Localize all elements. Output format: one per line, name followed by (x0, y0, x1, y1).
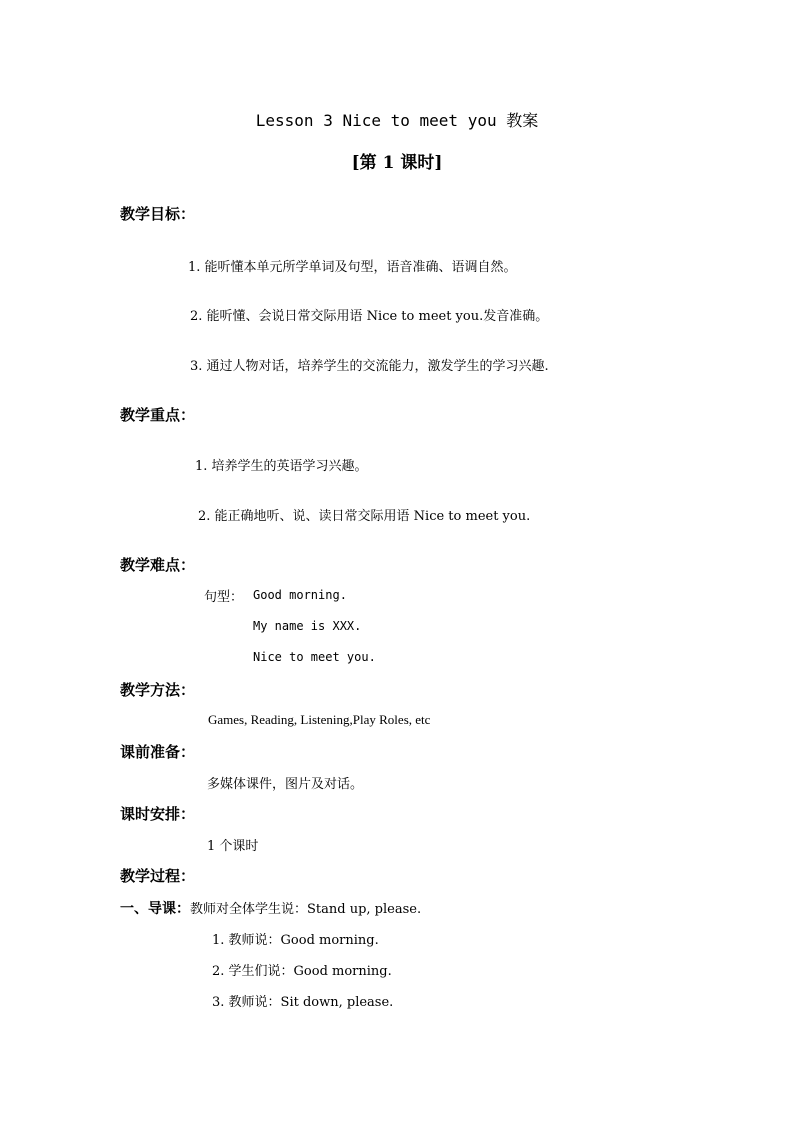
process-step: 2. 学生们说：Good morning. (212, 964, 392, 979)
difficulties-heading: 教学难点： (120, 556, 196, 574)
preparation-heading: 课前准备： (120, 743, 196, 761)
schedule-heading: 课时安排： (120, 805, 196, 823)
schedule-text: 1 个课时 (207, 839, 259, 854)
key-points-heading: 教学重点： (120, 406, 196, 424)
methods-text: Games, Reading, Listening,Play Roles, etc (208, 712, 431, 727)
sentence-pattern: Nice to meet you. (253, 650, 376, 664)
process-step: 1. 教师说：Good morning. (212, 933, 379, 948)
key-point-item: 2. 能正确地听、说、读日常交际用语 Nice to meet you. (198, 509, 531, 524)
process-heading: 教学过程： (120, 867, 196, 885)
key-point-item: 1. 培养学生的英语学习兴趣。 (195, 459, 368, 474)
process-intro-label: 一、导课： (120, 901, 190, 917)
page-title: Lesson 3 Nice to meet you 教案 (255, 111, 539, 130)
objectives-heading: 教学目标： (120, 205, 196, 223)
lesson-period: [第 1 课时] (351, 153, 443, 173)
objective-item: 2. 能听懂、会说日常交际用语 Nice to meet you.发音准确。 (190, 309, 549, 324)
objective-item: 1. 能听懂本单元所学单词及句型，语音准确、语调自然。 (188, 260, 517, 275)
sentence-pattern: My name is XXX. (253, 619, 362, 633)
methods-heading: 教学方法： (120, 681, 196, 699)
process-intro-text: 教师对全体学生说：Stand up, please. (190, 902, 422, 917)
objective-item: 3. 通过人物对话，培养学生的交流能力，激发学生的学习兴趣. (190, 359, 549, 374)
sentence-pattern: Good morning. (253, 588, 347, 602)
preparation-text: 多媒体课件，图片及对话。 (207, 777, 364, 792)
process-intro (120, 898, 421, 918)
sentence-pattern-label: 句型： (204, 590, 244, 605)
process-step: 3. 教师说：Sit down, please. (212, 995, 394, 1010)
